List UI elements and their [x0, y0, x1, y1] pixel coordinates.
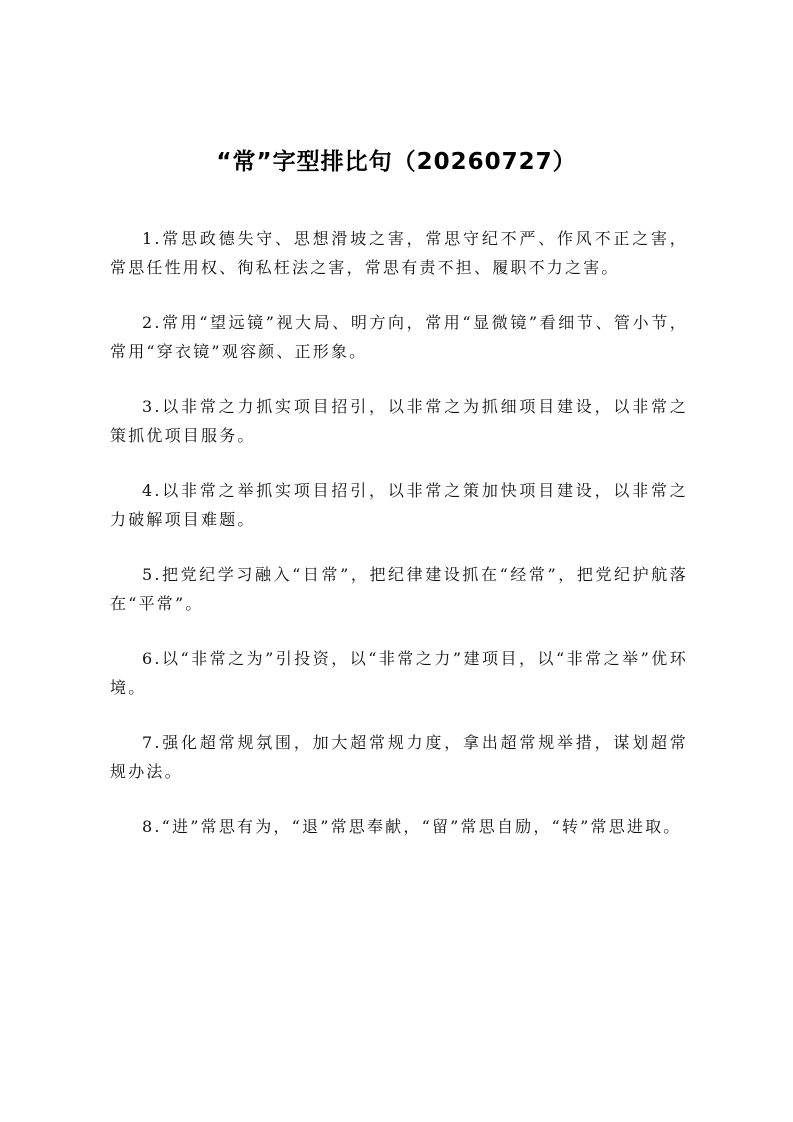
paragraph-6: 6.以“非常之为”引投资，以“非常之力”建项目，以“非常之举”优环境。: [110, 649, 688, 697]
paragraph-1: 1.常思政德失守、思想滑坡之害，常思守纪不严、作风不正之害，常思任性用权、徇私枉法之害，常思有责不担、履职不力之害。: [110, 229, 688, 277]
paragraph-3: 3.以非常之力抓实项目招引，以非常之为抓细项目建设，以非常之策抓优项目服务。: [110, 397, 688, 445]
paragraph-8: 8.“进”常思有为，“退”常思奉献，“留”常思自励，“转”常思进取。: [142, 817, 682, 836]
paragraph-2: 2.常用“望远镜”视大局、明方向，常用“显微镜”看细节、管小节，常用“穿衣镜”观容颜、正形象。: [110, 313, 688, 361]
paragraph-5: 5.把党纪学习融入“日常”，把纪律建设抓在“经常”，把党纪护航落在“平常”。: [110, 565, 688, 613]
paragraph-4: 4.以非常之举抓实项目招引，以非常之策加快项目建设，以非常之力破解项目难题。: [110, 481, 688, 529]
document-title: “常”字型排比句（20260727）: [216, 149, 577, 175]
paragraph-7: 7.强化超常规氛围，加大超常规力度，拿出超常规举措，谋划超常规办法。: [110, 733, 688, 781]
document-body: [110, 224, 688, 867]
